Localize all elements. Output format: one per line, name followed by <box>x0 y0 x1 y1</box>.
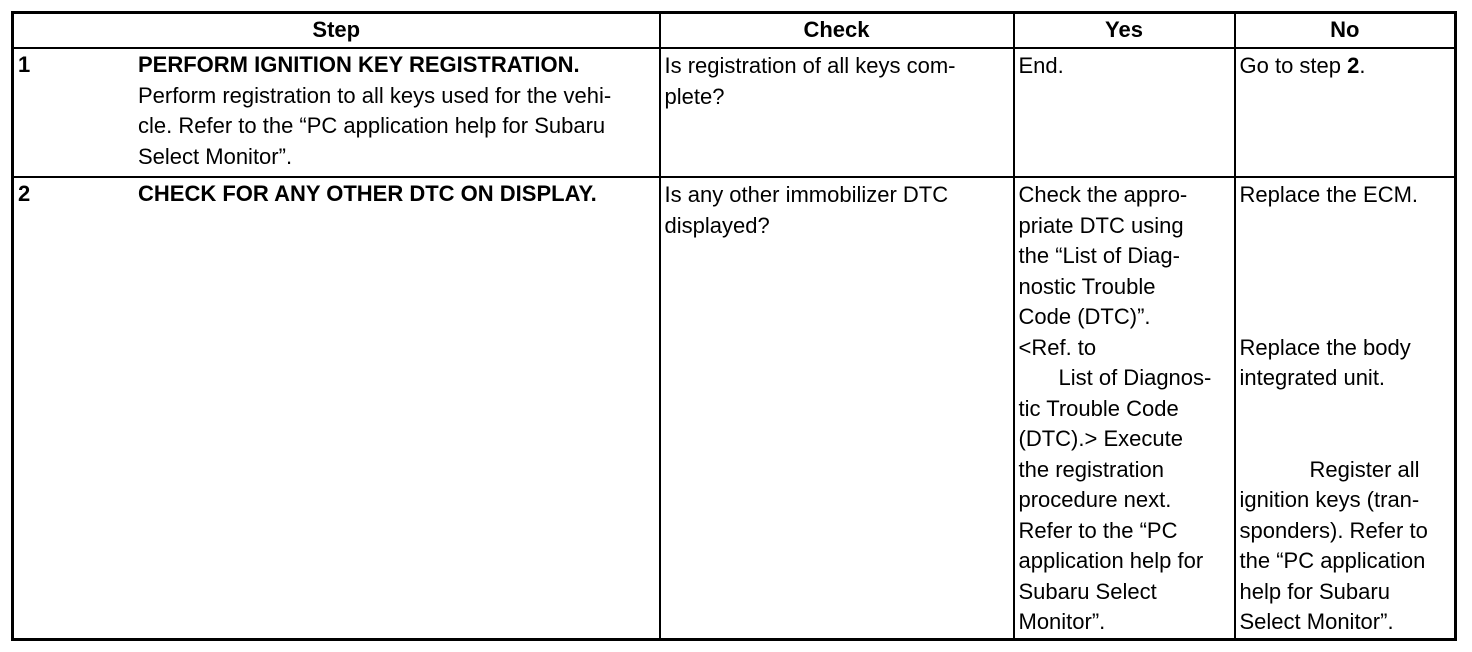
header-step: Step <box>13 13 660 49</box>
yes-line: procedure next. <box>1018 487 1172 512</box>
check-cell <box>660 48 1014 177</box>
yes-line: the registration <box>1018 456 1165 482</box>
yes-line: <Ref. to <box>1018 334 1097 360</box>
no-cell <box>1235 177 1456 639</box>
step-number: 1 <box>18 52 31 77</box>
no-text-end: . <box>1359 53 1366 78</box>
yes-cell <box>1014 177 1235 639</box>
no-line <box>1240 51 1451 82</box>
diagnostic-procedure-table <box>11 11 1457 641</box>
yes-line: Check the appro- <box>1018 182 1188 207</box>
no-line: ignition keys (tran- <box>1239 487 1420 512</box>
no-line: sponders). Refer to <box>1239 517 1428 543</box>
yes-line: nostic Trouble <box>1018 273 1156 299</box>
check-line: displayed? <box>664 212 770 238</box>
header-row <box>13 13 1456 49</box>
step-instruction-line: cle. Refer to the “PC application help for Subaru <box>138 113 606 138</box>
no-line: Select Monitor”. <box>1239 609 1394 634</box>
no-line: the “PC application <box>1239 548 1426 573</box>
no-line: help for Subaru <box>1239 578 1390 604</box>
no-text: Go to step <box>1239 53 1348 78</box>
yes-line: Monitor”. <box>1018 609 1106 634</box>
yes-line: Code (DTC)”. <box>1018 304 1151 329</box>
no-line: Replace the ECM. <box>1239 182 1419 207</box>
no-line: Replace the body <box>1239 334 1411 360</box>
check-line: Is any other immobilizer DTC <box>664 182 949 207</box>
yes-line: priate DTC using <box>1018 212 1184 238</box>
step-reference: 2 <box>1347 53 1360 78</box>
check-line: Is registration of all keys com- <box>664 53 956 78</box>
step-cell <box>13 48 660 177</box>
yes-cell <box>1014 48 1235 177</box>
check-line: plete? <box>664 83 725 109</box>
step-title: PERFORM IGNITION KEY REGISTRATION. <box>138 52 580 77</box>
check-cell <box>660 177 1014 639</box>
yes-line: Subaru Select <box>1018 578 1157 604</box>
yes-line: (DTC).> Execute <box>1018 426 1183 451</box>
step-title: CHECK FOR ANY OTHER DTC ON DISPLAY. <box>138 181 597 206</box>
header-yes: Yes <box>1014 13 1235 49</box>
table-row <box>13 177 1456 639</box>
yes-line: the “List of Diag- <box>1018 243 1180 268</box>
no-cell <box>1235 48 1456 177</box>
yes-line: List of Diagnos- <box>1058 365 1212 390</box>
step-number: 2 <box>18 181 31 206</box>
header-check: Check <box>660 13 1014 49</box>
no-line: Register all <box>1309 456 1420 482</box>
yes-line: application help for <box>1018 548 1204 573</box>
no-line: integrated unit. <box>1239 365 1386 390</box>
step-instruction-line: Perform registration to all keys used for the vehi- <box>138 82 612 108</box>
yes-line: tic Trouble Code <box>1018 395 1179 421</box>
step-instruction-line: Select Monitor”. <box>138 143 293 169</box>
table-row <box>13 48 1456 177</box>
yes-line: Refer to the “PC <box>1018 517 1178 543</box>
header-no: No <box>1235 13 1456 49</box>
yes-line: End. <box>1018 53 1064 78</box>
step-cell <box>13 177 660 639</box>
